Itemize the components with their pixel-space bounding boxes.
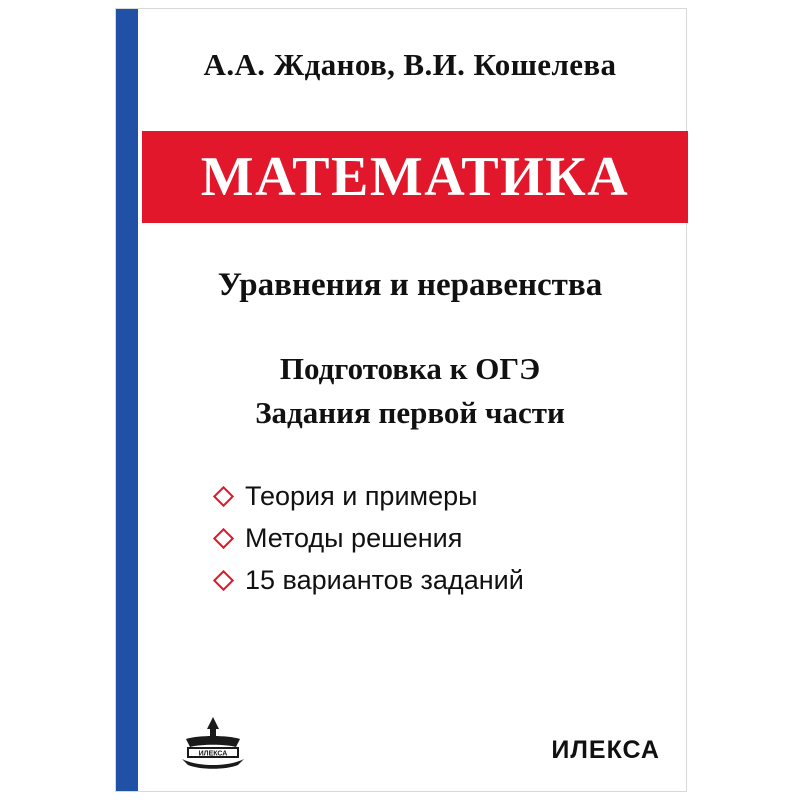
exam-preparation-block: [150, 347, 670, 435]
publisher-name: ИЛЕКСА: [551, 736, 660, 764]
exam-line-1: Подготовка к ОГЭ: [279, 351, 541, 386]
cover-spine-highlight: [138, 9, 142, 791]
list-item: [216, 559, 656, 601]
feature-label: 15 вариантов заданий: [245, 564, 524, 595]
diamond-bullet-icon: [213, 485, 234, 506]
list-item: [216, 475, 656, 517]
title-band: [142, 131, 688, 223]
authors-line: А.А. Жданов, В.И. Кошелева: [203, 47, 617, 82]
diamond-bullet-icon: [213, 569, 234, 590]
exam-line-2: Задания первой части: [255, 395, 565, 431]
cover-spine-stripe: [116, 9, 138, 791]
feature-list: [216, 475, 656, 601]
main-title: МАТЕМАТИКА: [200, 146, 630, 208]
subtitle: Уравнения и неравенства: [217, 267, 603, 303]
list-item: [216, 517, 656, 559]
diamond-bullet-icon: [213, 527, 234, 548]
book-cover-card: [115, 8, 687, 792]
feature-label: Теория и примеры: [245, 480, 478, 511]
feature-label: Методы решения: [245, 522, 463, 553]
publisher-logo-icon: [158, 713, 268, 773]
svg-text:ИЛЕКСА: ИЛЕКСА: [198, 750, 228, 758]
